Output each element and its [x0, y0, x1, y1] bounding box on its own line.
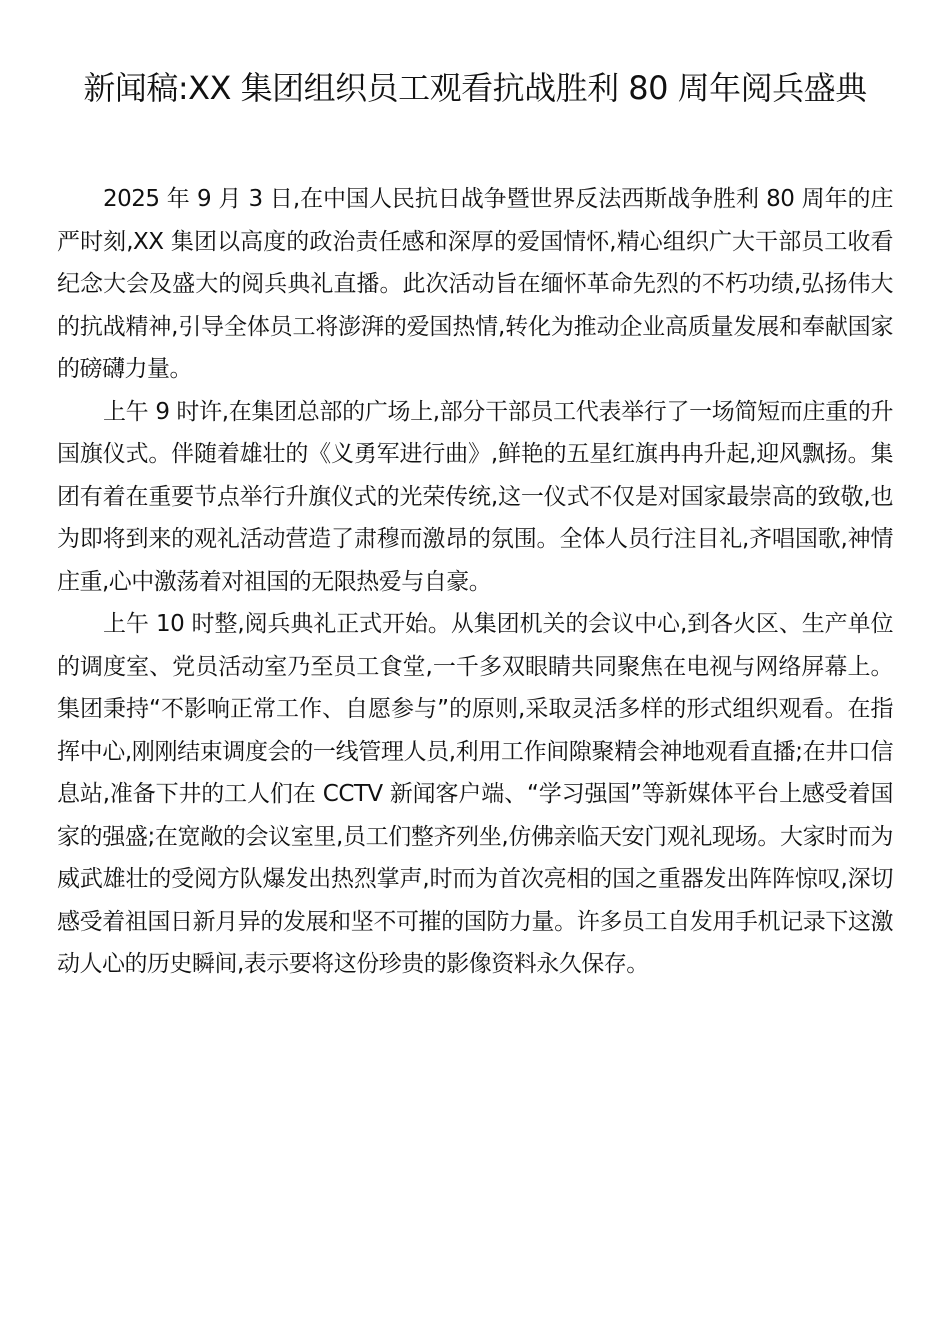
document-page — [57, 62, 893, 986]
article-body — [57, 178, 893, 986]
paragraph-2: 上午 9 时许,在集团总部的广场上,部分干部员工代表举行了一场简短而庄重的升国旗仪式。伴随着雄壮的《义勇军进行曲》,鲜艳的五星红旗冉冉升起,迎风飘扬。集团有着在重要节点举行升旗仪式的光荣传统,这一仪式不仅是对国家最崇高的致敬,也为即将到来的观礼活动营造了肃穆而激昂的氛围。全体人员行注目礼,齐唱国歌,神情庄重,心中激荡着对祖国的无限热爱与自豪。 — [57, 398, 893, 595]
paragraph-3: 上午 10 时整,阅兵典礼正式开始。从集团机关的会议中心,到各火区、生产单位的调度室、党员活动室乃至员工食堂,一千多双眼睛共同聚焦在电视与网络屏幕上。集团秉持“不影响正常工作、自愿参与”的原则,采取灵活多样的形式组织观看。在指挥中心,刚刚结束调度会的一线管理人员,利用工作间隙聚精会神地观看直播;在井口信息站,准备下井的工人们在 CCTV 新闻客户端、“学习强国”等新媒体平台上感受着国家的强盛;在宽敞的会议室里,员工们整齐列坐,仿佛亲临天安门观礼现场。大家时而为威武雄壮的受阅方队爆发出热烈掌声,时而为首次亮相的国之重器发出阵阵惊叹,深切感受着祖国日新月异的发展和坚不可摧的国防力量。许多员工自发用手机记录下这激动人心的历史瞬间,表示要将这份珍贵的影像资料永久保存。 — [57, 611, 893, 977]
paragraph-1: 2025 年 9 月 3 日,在中国人民抗日战争暨世界反法西斯战争胜利 80 周年的庄严时刻,XX 集团以高度的政治责任感和深厚的爱国情怀,精心组织广大干部员工收看纪念大会及盛大的阅兵典礼直播。此次活动旨在缅怀革命先烈的不朽功绩,弘扬伟大的抗战精神,引导全体员工将澎湃的爱国热情,转化为推动企业高质量发展和奉献国家的磅礴力量。 — [57, 186, 893, 382]
article-title: 新闻稿:XX 集团组织员工观看抗战胜利 80 周年阅兵盛典 — [83, 69, 867, 107]
